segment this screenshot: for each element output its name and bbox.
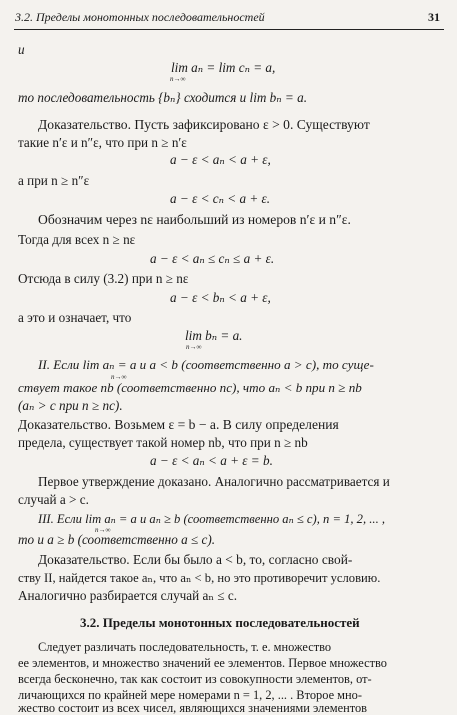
text-line: Отсюда в силу (3.2) при n ≥ nε [18,271,189,286]
formula: lim bₙ = a. [185,328,243,343]
text-line: Тогда для всех n ≥ nε [18,232,136,247]
text-line: Аналогично разбирается случай aₙ ≤ c. [18,588,238,603]
header-rule [14,29,444,30]
statement-line: ствует такое nb (соответственно nc), что aₙ < b при n ≥ nb [18,380,362,395]
formula: a − ε < bₙ < a + ε, [170,290,271,305]
text-line: ству II, найдется такое aₙ, что aₙ < b, но это противоречит условию. [18,571,381,585]
page-number: 31 [428,10,440,24]
paragraph-line: жество состоит из всех чисел, являющихся значениями элементов [18,701,368,715]
limit-subscript: n→∞ [111,373,127,381]
formula-line [171,60,275,76]
statement-line: II. Если lim aₙ = a и a < b (соответственно a > c), то суще- [38,357,374,372]
limit-subscript: n→∞ [186,343,202,351]
text-line: случай a > c. [18,492,89,507]
running-header-title: 3.2. Пределы монотонных последовательностей [15,10,265,24]
text-line: Первое утверждение доказано. Аналогично рассматривается и [38,474,390,489]
text-line: такие n′ε и n″ε, что при n ≥ n′ε [18,135,187,150]
statement-line: (aₙ > c при n ≥ nc). [18,398,123,413]
limit-subscript: n→∞ [95,526,111,534]
paragraph-line: личающихся по крайней мере номерами n = 1, 2, ... . Второе мно- [18,688,362,702]
text-line: и [18,42,25,57]
text-line: предела, существует такой номер nb, что при n ≥ nb [18,435,308,450]
formula: lim aₙ = lim cₙ = a, [171,60,276,75]
section-heading: 3.2. Пределы монотонных последовательностей [80,615,360,630]
formula: a − ε < aₙ ≤ cₙ ≤ a + ε. [150,251,275,266]
limit-subscript: n→∞ [170,75,186,83]
statement-line: III. Если lim aₙ = a и aₙ ≥ b (соответственно aₙ ≤ c), n = 1, 2, ... , [38,512,386,526]
formula: a − ε < cₙ < a + ε. [170,191,271,206]
proof-line: Доказательство. Возьмем ε = b − a. В силу определения [18,417,339,432]
statement-line: то и a ≥ b (соответственно a ≤ c). [18,532,216,547]
proof-line: Доказательство. Пусть зафиксировано ε > 0. Существуют [38,117,370,132]
text-line: то последовательность {bₙ} сходится и lim bₙ = a. [18,90,307,105]
formula: a − ε < aₙ < a + ε, [170,152,271,167]
text-line: а это и означает, что [18,310,132,325]
text-line: Обозначим через nε наибольший из номеров n′ε и n″ε. [38,212,351,227]
paragraph-line: всегда бесконечно, так как состоит из совокупности элементов, от- [18,672,372,686]
paragraph-line: Следует различать последовательность, т. е. множество [38,640,332,654]
text-line: а при n ≥ n″ε [18,173,90,188]
proof-line: Доказательство. Если бы было a < b, то, согласно свой- [38,552,353,567]
paragraph-line: ее элементов, и множество значений ее элементов. Первое множество [18,656,387,670]
formula: a − ε < aₙ < a + ε = b. [150,453,273,468]
